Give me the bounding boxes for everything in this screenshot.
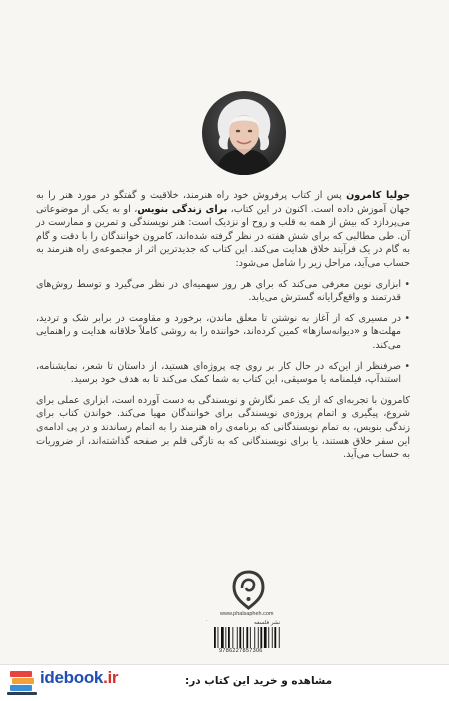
author-photo	[202, 91, 286, 175]
barcode-bar	[214, 627, 216, 648]
buy-call-to-action: مشاهده و خرید این کتاب در:	[185, 675, 333, 687]
barcode-bar	[237, 627, 238, 648]
barcode-bar	[250, 627, 251, 648]
bullet-text: ابزاری نوین معرفی می‌کند که برای هر روز سهمیه‌ای در نظر می‌گیرد و توسط روش‌های قدرتمند و واقع‌گرایانه گسترش می‌یابد.	[36, 278, 401, 304]
bullet-text: در مسیری که از آغاز به نوشتن تا معلق ماندن، برخورد و مقاومت در برابر شک و تردید، مهلت‌ها و «دیوانه‌سازها» کمین کرده‌اند، خواننده را به روشی کاملاً خلاقانه هدایت و راهنمایی می‌کند.	[36, 312, 401, 351]
publisher-logo-icon	[232, 570, 265, 610]
barcode-bar	[272, 627, 273, 648]
barcode-bar	[246, 627, 248, 648]
publisher-url[interactable]: www.phalsapheh.com	[220, 611, 274, 617]
bullet-dot: •	[404, 312, 410, 324]
book-stack-icon[interactable]	[7, 669, 37, 697]
divider	[206, 620, 207, 621]
barcode-bar	[218, 627, 219, 648]
barcode-bar	[264, 627, 267, 648]
barcode	[213, 627, 281, 648]
barcode-bar	[279, 627, 280, 648]
author-name: جولیا کامرون	[346, 190, 410, 201]
isbn-number: 9786227857306	[219, 648, 263, 654]
barcode-bar	[228, 627, 230, 648]
intro-text-continued: ، او به یکی از موضوعاتی می‌پردازد که بیش از همه به قلب و روح او نزدیک است: هنر نویسندگی و تمرین و ممارست در آن. طی مطالبی که برای شش هفته در نظر گرفته شده‌اند، کامرون خوانندگان را با دقت و گام به گام در یک فرآیند خلاق هدایت می‌کند. این کتاب که جدیدترین اثر از مجموعه‌ی راه هنرمند به حساب می‌آید، مراحل زیر را شامل می‌شود:	[36, 203, 410, 269]
closing-paragraph: کامرون با تجربه‌ای که از یک عمر نگارش و نویسندگی به دست آورده است، ابزاری عملی برای شروع، پیگیری و اتمام پروژه‌ی نویسندگی برای خوانندگان مهیا می‌کند. خواندن کتاب برای زندگی بنویس، به تمام نویسندگانی که برنامه‌ی راه هنرمند را به اتمام رساندند و در پی ادامه‌ی این سفر خلاق هستند، یا برای نویسندگانی که به تازگی قلم بر صفحه گذاشته‌اند، از ضروریات به حساب می‌آید.	[36, 394, 410, 461]
description-text	[36, 189, 410, 462]
book-title-inline: برای زندگی بنویس	[137, 203, 228, 215]
barcode-bar	[221, 627, 224, 648]
brand-tld: .ir	[103, 668, 119, 687]
barcode-bar	[243, 627, 244, 648]
intro-paragraph	[36, 189, 410, 271]
bullet-text: صرفنظر از این‌که در حال کار بر روی چه پروژه‌ای هستید، از داستان تا شعر، نمایشنامه، استندآپ، فیلمنامه یا موسیقی، این کتاب به شما کمک می‌کند تا به هدف خود برسید.	[36, 360, 401, 386]
bullet-item	[36, 278, 410, 305]
publisher-name: نشر فلسفه	[254, 620, 281, 626]
barcode-bar	[232, 627, 233, 648]
idebook-logo-link[interactable]	[40, 668, 118, 688]
barcode-bar	[260, 627, 262, 648]
barcode-bar	[274, 627, 276, 648]
bullet-item	[36, 312, 410, 353]
bullet-item	[36, 360, 410, 387]
bullet-dot: •	[404, 278, 410, 290]
barcode-bar	[254, 627, 255, 648]
brand-name: idebook	[40, 668, 104, 687]
barcode-bar	[268, 627, 269, 648]
bullet-dot: •	[404, 360, 410, 372]
barcode-bar	[225, 627, 226, 648]
barcode-bar	[258, 627, 259, 648]
intro-text: پس از کتاب پرفروش خود راه هنرمند، خلاقیت و گفتگو در مورد هنر را به جهان آموزش داده است. اکنون در این کتاب،	[36, 190, 411, 215]
barcode-bar	[239, 627, 241, 648]
